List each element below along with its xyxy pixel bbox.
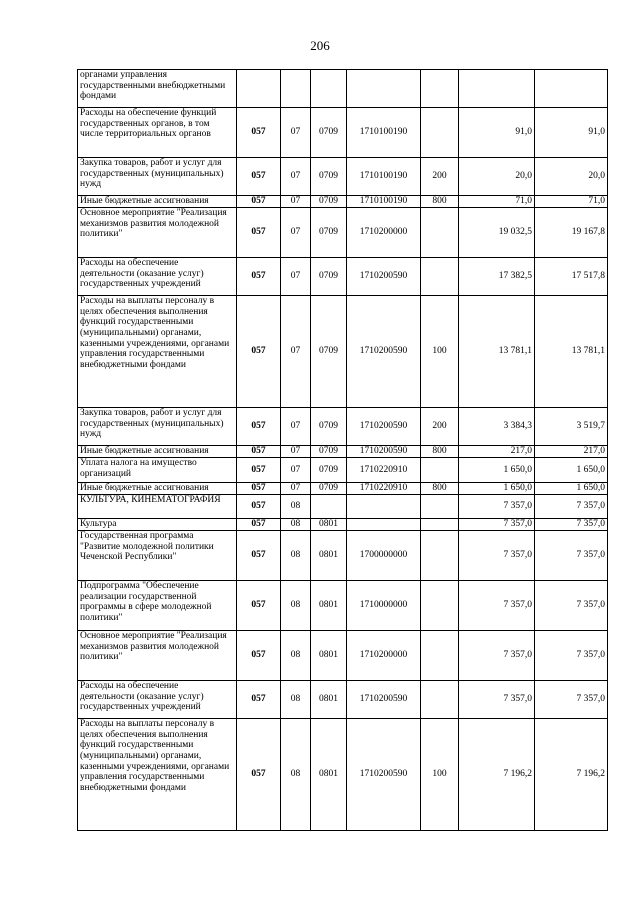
- row-name: Иные бюджетные ассигнования: [78, 446, 237, 458]
- target-article: 1710220910: [347, 483, 421, 495]
- amount-year-1: 1 650,0: [459, 483, 535, 495]
- table-row: [78, 158, 608, 196]
- amount-year-1: [459, 70, 535, 108]
- section-code: 07: [281, 208, 311, 258]
- target-article: 1710200590: [347, 258, 421, 296]
- target-article: 1710200590: [347, 296, 421, 408]
- ministry-code: 057: [237, 208, 281, 258]
- target-article: [347, 495, 421, 519]
- amount-year-1: 7 357,0: [459, 531, 535, 581]
- row-name: Расходы на обеспечение деятельности (оказание услуг) государственных учреждений: [78, 681, 237, 719]
- expense-type: [421, 258, 459, 296]
- subsection-code: 0709: [311, 408, 347, 446]
- target-article: 1700000000: [347, 531, 421, 581]
- row-name: Основное мероприятие "Реализация механизмов развития молодежной политики": [78, 631, 237, 681]
- section-code: 08: [281, 719, 311, 831]
- amount-year-2: 91,0: [535, 108, 608, 158]
- ministry-code: 057: [237, 408, 281, 446]
- expense-type: [421, 70, 459, 108]
- row-name: Закупка товаров, работ и услуг для государственных (муниципальных) нужд: [78, 408, 237, 446]
- table-row: [78, 719, 608, 831]
- section-code: 07: [281, 158, 311, 196]
- row-name: Иные бюджетные ассигнования: [78, 196, 237, 208]
- subsection-code: [311, 495, 347, 519]
- target-article: 1710200000: [347, 631, 421, 681]
- subsection-code: 0709: [311, 446, 347, 458]
- expense-type: [421, 581, 459, 631]
- ministry-code: 057: [237, 158, 281, 196]
- section-code: 08: [281, 681, 311, 719]
- expense-type: [421, 108, 459, 158]
- amount-year-2: 7 196,2: [535, 719, 608, 831]
- section-code: 07: [281, 108, 311, 158]
- table-row: [78, 258, 608, 296]
- ministry-code: 057: [237, 446, 281, 458]
- amount-year-2: 19 167,8: [535, 208, 608, 258]
- target-article: 1710200590: [347, 408, 421, 446]
- amount-year-1: 7 357,0: [459, 519, 535, 531]
- subsection-code: 0709: [311, 158, 347, 196]
- section-code: 07: [281, 408, 311, 446]
- expense-type: [421, 208, 459, 258]
- row-name: Подпрограмма "Обеспечение реализации государственной программы в сфере молодежной политики": [78, 581, 237, 631]
- subsection-code: 0709: [311, 208, 347, 258]
- amount-year-1: 7 357,0: [459, 681, 535, 719]
- target-article: 1710100190: [347, 158, 421, 196]
- amount-year-2: 7 357,0: [535, 681, 608, 719]
- table-row: [78, 70, 608, 108]
- ministry-code: 057: [237, 258, 281, 296]
- expense-type: [421, 681, 459, 719]
- subsection-code: 0709: [311, 296, 347, 408]
- section-code: 08: [281, 631, 311, 681]
- target-article: 1710200590: [347, 719, 421, 831]
- ministry-code: 057: [237, 631, 281, 681]
- table-row: [78, 531, 608, 581]
- expense-type: [421, 631, 459, 681]
- amount-year-1: 71,0: [459, 196, 535, 208]
- section-code: 08: [281, 519, 311, 531]
- expense-type: [421, 519, 459, 531]
- expense-type: [421, 458, 459, 483]
- subsection-code: 0801: [311, 531, 347, 581]
- row-name: органами управления государственными внебюджетными фондами: [78, 70, 237, 108]
- subsection-code: 0709: [311, 108, 347, 158]
- amount-year-2: 20,0: [535, 158, 608, 196]
- ministry-code: 057: [237, 495, 281, 519]
- ministry-code: 057: [237, 681, 281, 719]
- row-name: Закупка товаров, работ и услуг для государственных (муниципальных) нужд: [78, 158, 237, 196]
- row-name: Государственная программа "Развитие молодежной политики Чеченской Республики": [78, 531, 237, 581]
- row-name: Основное мероприятие "Реализация механизмов развития молодежной политики": [78, 208, 237, 258]
- ministry-code: 057: [237, 531, 281, 581]
- ministry-code: 057: [237, 196, 281, 208]
- section-code: 07: [281, 296, 311, 408]
- section-code: 07: [281, 196, 311, 208]
- table-row: [78, 581, 608, 631]
- row-name: Культура: [78, 519, 237, 531]
- amount-year-1: 7 357,0: [459, 495, 535, 519]
- subsection-code: [311, 70, 347, 108]
- target-article: [347, 519, 421, 531]
- section-code: 08: [281, 495, 311, 519]
- expense-type: 800: [421, 196, 459, 208]
- section-code: 07: [281, 446, 311, 458]
- row-name: Расходы на обеспечение функций государственных органов, в том числе территориальных органов: [78, 108, 237, 158]
- amount-year-2: 1 650,0: [535, 483, 608, 495]
- target-article: 1710200590: [347, 446, 421, 458]
- amount-year-2: 17 517,8: [535, 258, 608, 296]
- amount-year-1: 1 650,0: [459, 458, 535, 483]
- amount-year-1: 13 781,1: [459, 296, 535, 408]
- table-row: [78, 208, 608, 258]
- expense-type: 100: [421, 296, 459, 408]
- target-article: 1710000000: [347, 581, 421, 631]
- subsection-code: 0801: [311, 681, 347, 719]
- amount-year-2: [535, 70, 608, 108]
- expense-type: [421, 495, 459, 519]
- section-code: [281, 70, 311, 108]
- ministry-code: 057: [237, 581, 281, 631]
- subsection-code: 0801: [311, 719, 347, 831]
- amount-year-1: 19 032,5: [459, 208, 535, 258]
- subsection-code: 0801: [311, 631, 347, 681]
- ministry-code: 057: [237, 483, 281, 495]
- amount-year-1: 91,0: [459, 108, 535, 158]
- table-row: [78, 446, 608, 458]
- subsection-code: 0709: [311, 483, 347, 495]
- ministry-code: 057: [237, 719, 281, 831]
- row-name: Иные бюджетные ассигнования: [78, 483, 237, 495]
- section-code: 08: [281, 581, 311, 631]
- amount-year-2: 1 650,0: [535, 458, 608, 483]
- ministry-code: 057: [237, 108, 281, 158]
- amount-year-1: 20,0: [459, 158, 535, 196]
- amount-year-2: 3 519,7: [535, 408, 608, 446]
- amount-year-1: 17 382,5: [459, 258, 535, 296]
- amount-year-2: 71,0: [535, 196, 608, 208]
- expense-type: 200: [421, 158, 459, 196]
- target-article: 1710200000: [347, 208, 421, 258]
- subsection-code: 0709: [311, 196, 347, 208]
- budget-table: [77, 69, 608, 831]
- row-name: Уплата налога на имущество организаций: [78, 458, 237, 483]
- table-row: [78, 681, 608, 719]
- target-article: 1710220910: [347, 458, 421, 483]
- expense-type: 200: [421, 408, 459, 446]
- target-article: 1710100190: [347, 196, 421, 208]
- section-code: 07: [281, 258, 311, 296]
- target-article: 1710100190: [347, 108, 421, 158]
- subsection-code: 0801: [311, 519, 347, 531]
- table-row: [78, 196, 608, 208]
- table-row: [78, 495, 608, 519]
- section-code: 07: [281, 458, 311, 483]
- amount-year-2: 7 357,0: [535, 519, 608, 531]
- amount-year-1: 217,0: [459, 446, 535, 458]
- amount-year-2: 7 357,0: [535, 531, 608, 581]
- amount-year-2: 7 357,0: [535, 581, 608, 631]
- amount-year-1: 7 357,0: [459, 581, 535, 631]
- amount-year-2: 7 357,0: [535, 495, 608, 519]
- table-row: [78, 408, 608, 446]
- ministry-code: [237, 70, 281, 108]
- amount-year-2: 7 357,0: [535, 631, 608, 681]
- row-name: Расходы на выплаты персоналу в целях обеспечения выполнения функций государственными (муниципальными) органами, казенными учреждениями, органами управления государственными внебюджетными фондами: [78, 296, 237, 408]
- expense-type: 800: [421, 446, 459, 458]
- table-row: [78, 519, 608, 531]
- amount-year-1: 3 384,3: [459, 408, 535, 446]
- subsection-code: 0709: [311, 458, 347, 483]
- row-name: Расходы на выплаты персоналу в целях обеспечения выполнения функций государственными (муниципальными) органами, казенными учреждениями, органами управления государственными внебюджетными фондами: [78, 719, 237, 831]
- ministry-code: 057: [237, 296, 281, 408]
- expense-type: 100: [421, 719, 459, 831]
- section-code: 07: [281, 483, 311, 495]
- row-name: КУЛЬТУРА, КИНЕМАТОГРАФИЯ: [78, 495, 237, 519]
- table-row: [78, 483, 608, 495]
- subsection-code: 0709: [311, 258, 347, 296]
- page-number: 206: [310, 38, 330, 53]
- table-row: [78, 631, 608, 681]
- row-name: Расходы на обеспечение деятельности (оказание услуг) государственных учреждений: [78, 258, 237, 296]
- ministry-code: 057: [237, 458, 281, 483]
- target-article: 1710200590: [347, 681, 421, 719]
- subsection-code: 0801: [311, 581, 347, 631]
- amount-year-2: 13 781,1: [535, 296, 608, 408]
- table-row: [78, 458, 608, 483]
- amount-year-1: 7 357,0: [459, 631, 535, 681]
- table-row: [78, 296, 608, 408]
- table-row: [78, 108, 608, 158]
- expense-type: [421, 531, 459, 581]
- ministry-code: 057: [237, 519, 281, 531]
- amount-year-2: 217,0: [535, 446, 608, 458]
- section-code: 08: [281, 531, 311, 581]
- expense-type: 800: [421, 483, 459, 495]
- target-article: [347, 70, 421, 108]
- amount-year-1: 7 196,2: [459, 719, 535, 831]
